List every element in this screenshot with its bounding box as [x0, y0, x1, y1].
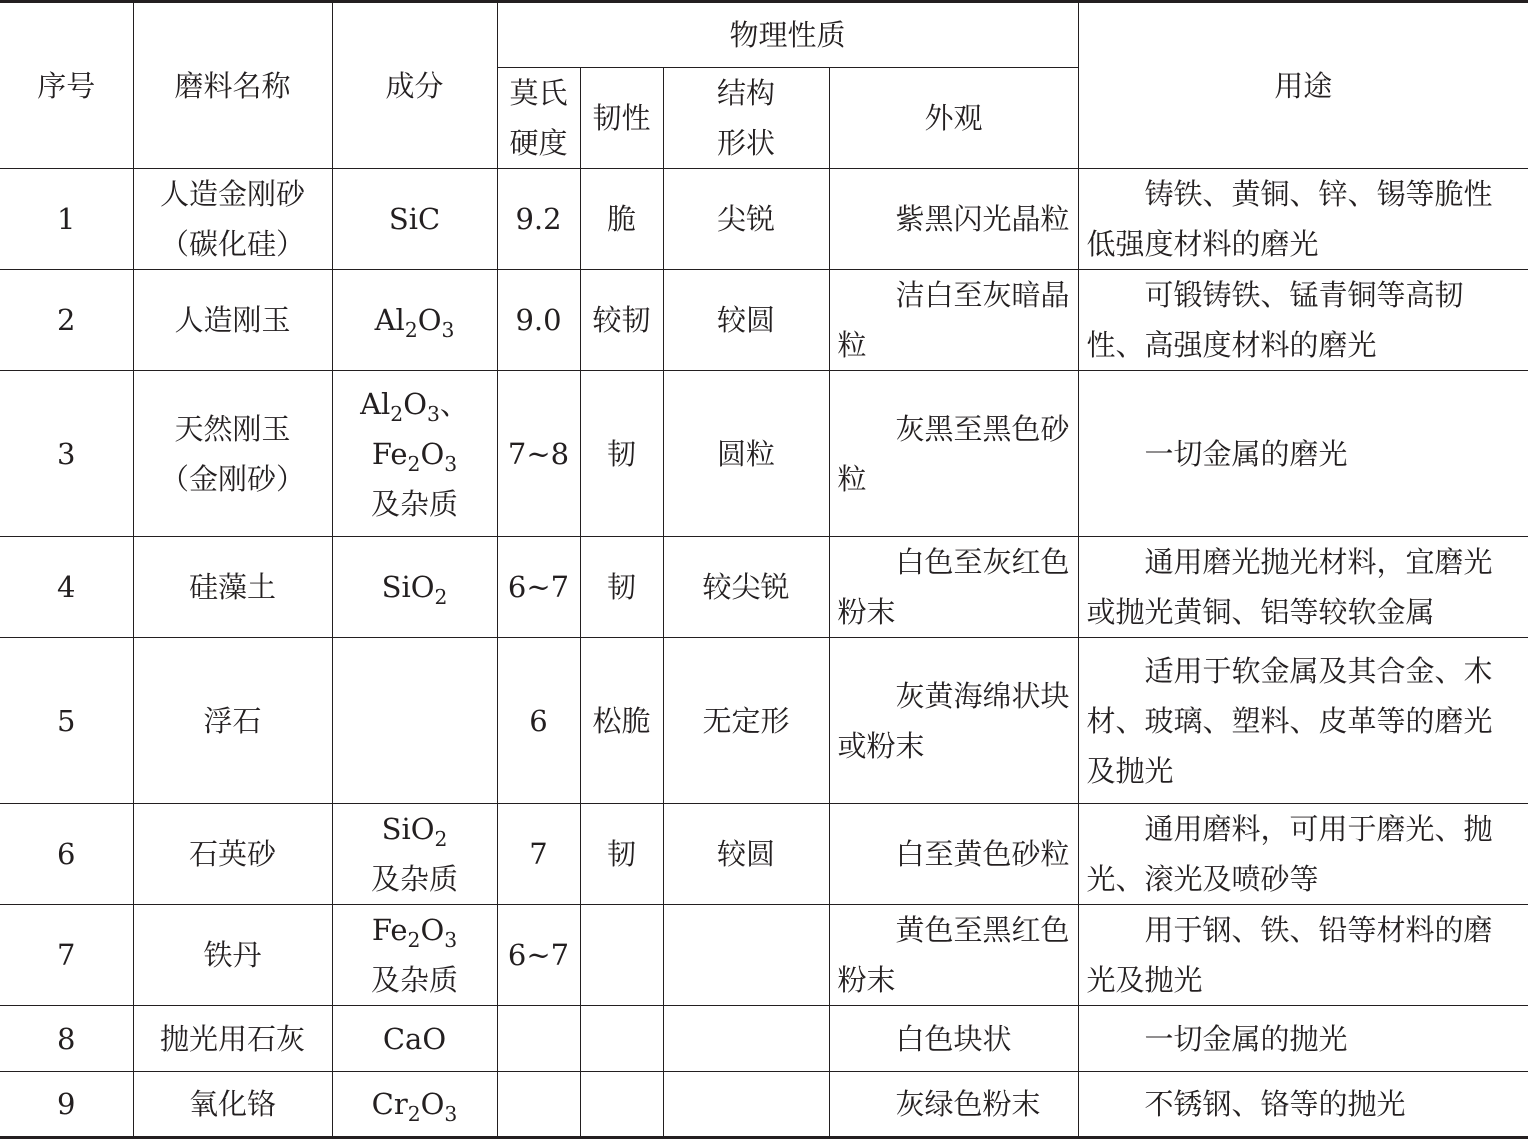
- formula-text: CaO: [382, 1021, 447, 1056]
- formula-text: Fe: [371, 436, 408, 471]
- cell-structure: 较圆: [663, 270, 829, 371]
- formula-text: Cr: [371, 1087, 408, 1121]
- cell-hardness: 6~7: [497, 537, 580, 638]
- header-structure-line1: 结构: [716, 76, 775, 110]
- header-composition: 成分: [332, 2, 497, 169]
- cell-usage: 通用磨料，可用于磨光、抛光、滚光及喷砂等: [1078, 804, 1528, 905]
- cell-toughness: 韧: [580, 537, 663, 638]
- formula-subscript: 2: [407, 928, 421, 953]
- cell-usage: 可锻铸铁、锰青铜等高韧性、高强度材料的磨光: [1078, 270, 1528, 371]
- cell-composition: [332, 169, 497, 270]
- composition-line: [333, 194, 497, 244]
- formula-subscript: 2: [434, 585, 448, 610]
- table-row: [0, 905, 1528, 1006]
- cell-name-line: 铁丹: [203, 938, 262, 972]
- cell-name: [133, 169, 332, 270]
- cell-usage: 通用磨光抛光材料，宜磨光或抛光黄铜、铝等较软金属: [1078, 537, 1528, 638]
- cell-name-line: 天然刚玉: [174, 411, 291, 446]
- cell-toughness: [580, 905, 663, 1006]
- cell-appearance: 洁白至灰暗晶粒: [829, 270, 1078, 371]
- cell-structure: [663, 1006, 829, 1072]
- cell-appearance: 白至黄色砂粒: [829, 804, 1078, 905]
- cell-hardness: 6~7: [497, 905, 580, 1006]
- cell-seq: 4: [0, 537, 133, 638]
- cell-composition: [332, 804, 497, 905]
- cell-composition: [332, 371, 497, 537]
- cell-composition: [332, 905, 497, 1006]
- table-row: [0, 1072, 1528, 1138]
- formula-subscript: 2: [434, 827, 448, 852]
- composition-line: [333, 379, 497, 429]
- formula-subscript: 2: [407, 1102, 421, 1127]
- cell-seq: 6: [0, 804, 133, 905]
- cell-hardness: 7: [497, 804, 580, 905]
- cell-usage: 一切金属的抛光: [1078, 1006, 1528, 1072]
- cell-seq: 2: [0, 270, 133, 371]
- cell-usage: 用于钢、铁、铅等材料的磨光及抛光: [1078, 905, 1528, 1006]
- table-row: [0, 270, 1528, 371]
- composition-line: [333, 955, 497, 1005]
- formula-text: O: [420, 436, 445, 471]
- cell-name: [133, 537, 332, 638]
- cell-name-line: 石英砂: [188, 837, 276, 871]
- cell-name-line: 人造刚玉: [174, 303, 291, 337]
- cell-composition: [332, 270, 497, 371]
- cell-name-line: 氧化铬: [188, 1087, 276, 1121]
- cell-toughness: 韧: [580, 371, 663, 537]
- formula-text: 及杂质: [370, 862, 458, 896]
- formula-subscript: 3: [426, 401, 440, 426]
- composition-line: [333, 429, 497, 479]
- cell-hardness: 6: [497, 638, 580, 804]
- composition-line: [333, 562, 497, 612]
- formula-text: O: [403, 386, 427, 421]
- table-row: [0, 537, 1528, 638]
- formula-text: O: [420, 913, 445, 947]
- formula-text: O: [420, 1087, 445, 1121]
- cell-hardness: 9.2: [497, 169, 580, 270]
- formula-text: Fe: [371, 913, 408, 947]
- cell-seq: 1: [0, 169, 133, 270]
- cell-name: [133, 804, 332, 905]
- formula-text: SiO: [381, 812, 435, 846]
- composition-line: [333, 295, 497, 345]
- formula-text: SiC: [388, 202, 441, 236]
- cell-name: [133, 270, 332, 371]
- formula-text: 、: [439, 386, 469, 421]
- table-row: [0, 638, 1528, 804]
- composition-line: [333, 854, 497, 904]
- formula-text: O: [417, 303, 442, 337]
- cell-composition: [332, 638, 497, 804]
- cell-toughness: 韧: [580, 804, 663, 905]
- cell-name-line: 浮石: [203, 703, 262, 738]
- cell-name: [133, 371, 332, 537]
- formula-subscript: 3: [444, 928, 458, 953]
- cell-name: [133, 1072, 332, 1138]
- cell-name-line: 硅藻土: [188, 570, 276, 604]
- cell-hardness: [497, 1006, 580, 1072]
- cell-name-line: （金刚砂）: [159, 461, 305, 496]
- header-structure-line2: 形状: [716, 126, 775, 160]
- table-row: [0, 169, 1528, 270]
- table-row: [0, 371, 1528, 537]
- formula-subscript: 3: [441, 318, 455, 343]
- table-row: [0, 1006, 1528, 1072]
- cell-composition: [332, 1006, 497, 1072]
- composition-line: [333, 1014, 497, 1064]
- cell-usage: 铸铁、黄铜、锌、锡等脆性低强度材料的磨光: [1078, 169, 1528, 270]
- cell-appearance: 灰绿色粉末: [829, 1072, 1078, 1138]
- composition-line: [333, 804, 497, 854]
- header-hardness: [497, 68, 580, 169]
- cell-name-line: 抛光用石灰: [159, 1021, 305, 1056]
- formula-text: 及杂质: [370, 963, 458, 997]
- cell-name: [133, 1006, 332, 1072]
- cell-seq: 5: [0, 638, 133, 804]
- formula-subscript: 3: [444, 1102, 458, 1127]
- cell-name: [133, 905, 332, 1006]
- cell-hardness: 7~8: [497, 371, 580, 537]
- header-appearance: 外观: [829, 68, 1078, 169]
- cell-hardness: [497, 1072, 580, 1138]
- cell-usage: 不锈钢、铬等的抛光: [1078, 1072, 1528, 1138]
- header-hardness-line2: 硬度: [509, 126, 568, 160]
- formula-subscript: 2: [390, 401, 404, 426]
- cell-name-line: （碳化硅）: [159, 227, 305, 261]
- formula-subscript: 2: [404, 318, 418, 343]
- cell-composition: [332, 1072, 497, 1138]
- formula-subscript: 3: [444, 451, 458, 476]
- formula-text: 及杂质: [370, 486, 458, 521]
- table-header: [0, 2, 1528, 169]
- formula-text: SiO: [381, 570, 435, 604]
- cell-appearance: 紫黑闪光晶粒: [829, 169, 1078, 270]
- cell-usage: 一切金属的磨光: [1078, 371, 1528, 537]
- cell-toughness: [580, 1006, 663, 1072]
- formula-text: Al: [374, 303, 405, 337]
- header-physical-properties: 物理性质: [497, 2, 1078, 68]
- cell-seq: 7: [0, 905, 133, 1006]
- cell-structure: 无定形: [663, 638, 829, 804]
- cell-structure: 圆粒: [663, 371, 829, 537]
- formula-subscript: 2: [407, 451, 421, 476]
- cell-hardness: 9.0: [497, 270, 580, 371]
- cell-structure: 较圆: [663, 804, 829, 905]
- cell-appearance: 白色块状: [829, 1006, 1078, 1072]
- header-seq: 序号: [0, 2, 133, 169]
- cell-structure: [663, 905, 829, 1006]
- cell-appearance: 黄色至黑红色粉末: [829, 905, 1078, 1006]
- composition-line: [333, 1079, 497, 1129]
- cell-name-line: 人造金刚砂: [159, 177, 305, 211]
- cell-appearance: 白色至灰红色粉末: [829, 537, 1078, 638]
- cell-seq: 9: [0, 1072, 133, 1138]
- cell-appearance: 灰黄海绵状块或粉末: [829, 638, 1078, 804]
- header-toughness: 韧性: [580, 68, 663, 169]
- table-body: [0, 169, 1528, 1138]
- cell-seq: 3: [0, 371, 133, 537]
- cell-composition: [332, 537, 497, 638]
- cell-appearance: 灰黑至黑色砂粒: [829, 371, 1078, 537]
- cell-toughness: 松脆: [580, 638, 663, 804]
- cell-name: [133, 638, 332, 804]
- cell-structure: 尖锐: [663, 169, 829, 270]
- table-row: [0, 804, 1528, 905]
- cell-structure: [663, 1072, 829, 1138]
- cell-toughness: 脆: [580, 169, 663, 270]
- cell-structure: 较尖锐: [663, 537, 829, 638]
- header-name: 磨料名称: [133, 2, 332, 169]
- composition-line: [333, 479, 497, 529]
- header-usage: 用途: [1078, 2, 1528, 169]
- composition-line: [333, 905, 497, 955]
- cell-seq: 8: [0, 1006, 133, 1072]
- header-hardness-line1: 莫氏: [509, 76, 568, 110]
- formula-text: Al: [360, 386, 391, 421]
- cell-toughness: [580, 1072, 663, 1138]
- header-structure: [663, 68, 829, 169]
- cell-toughness: 较韧: [580, 270, 663, 371]
- cell-usage: 适用于软金属及其合金、木材、玻璃、塑料、皮革等的磨光及抛光: [1078, 638, 1528, 804]
